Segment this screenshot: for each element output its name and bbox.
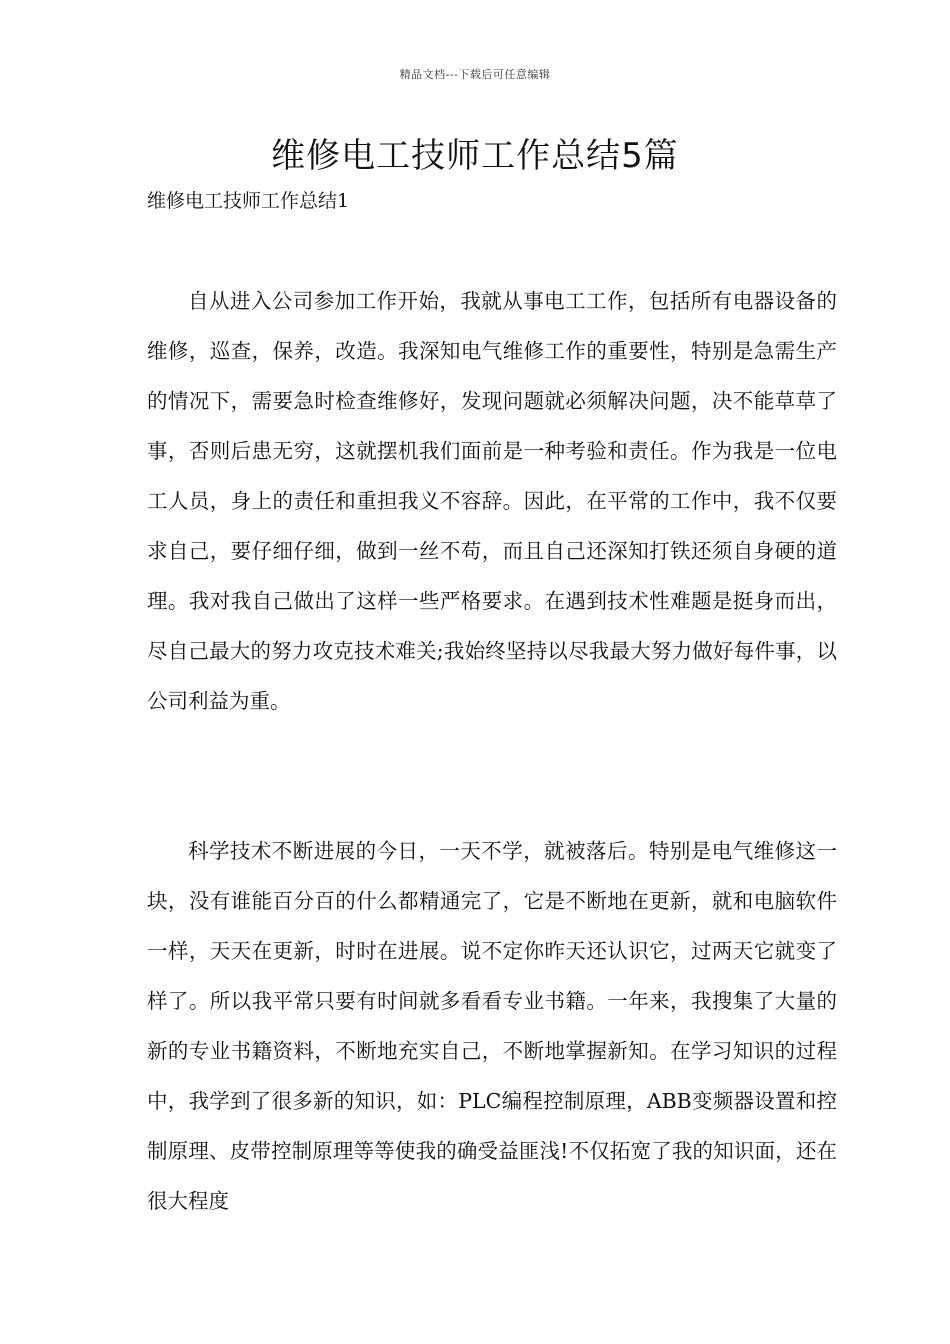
header-note: 精品文档---下载后可任意编辑 — [399, 68, 551, 81]
section-heading: 维修电工技师工作总结1 — [147, 190, 350, 212]
body-paragraph: 科学技术不断进展的今日，一天不学，就被落后。特别是电气维修这一块，没有谁能百分百的什么都精通完了，它是不断地在更新，就和电脑软件一样，天天在更新，时时在进展。说不定你昨天还认识它，过两天它就变了样了。所以我平常只要有时间就多看看专业书籍。一年来，我搜集了大量的新的专业书籍资料，不断地充实自己，不断地掌握新知。在学习知识的过程中，我学到了很多新的知识，如：PLC编程控制原理，ABB变频器设置和控制原理、皮带控制原理等等使我的确受益匪浅!不仅拓宽了我的知识面，还在很大程度 — [147, 839, 837, 1213]
body-paragraph: 自从进入公司参加工作开始，我就从事电工工作，包括所有电器设备的维修，巡查，保养，改造。我深知电气维修工作的重要性，特别是急需生产的情况下，需要急时检查维修好，发现问题就必须解决问题，决不能草草了事，否则后患无穷，这就摆机我们面前是一种考验和责任。作为我是一位电工人员，身上的责任和重担我义不容辞。因此，在平常的工作中，我不仅要求自己，要仔细仔细，做到一丝不苟，而且自己还深知打铁还须自身硬的道理。我对我自己做出了这样一些严格要求。在遇到技术性难题是挺身而出，尽自己最大的努力攻克技术难关;我始终坚持以尽我最大努力做好每件事，以公司利益为重。 — [147, 289, 837, 713]
document-title: 维修电工技师工作总结5篇 — [271, 136, 679, 176]
